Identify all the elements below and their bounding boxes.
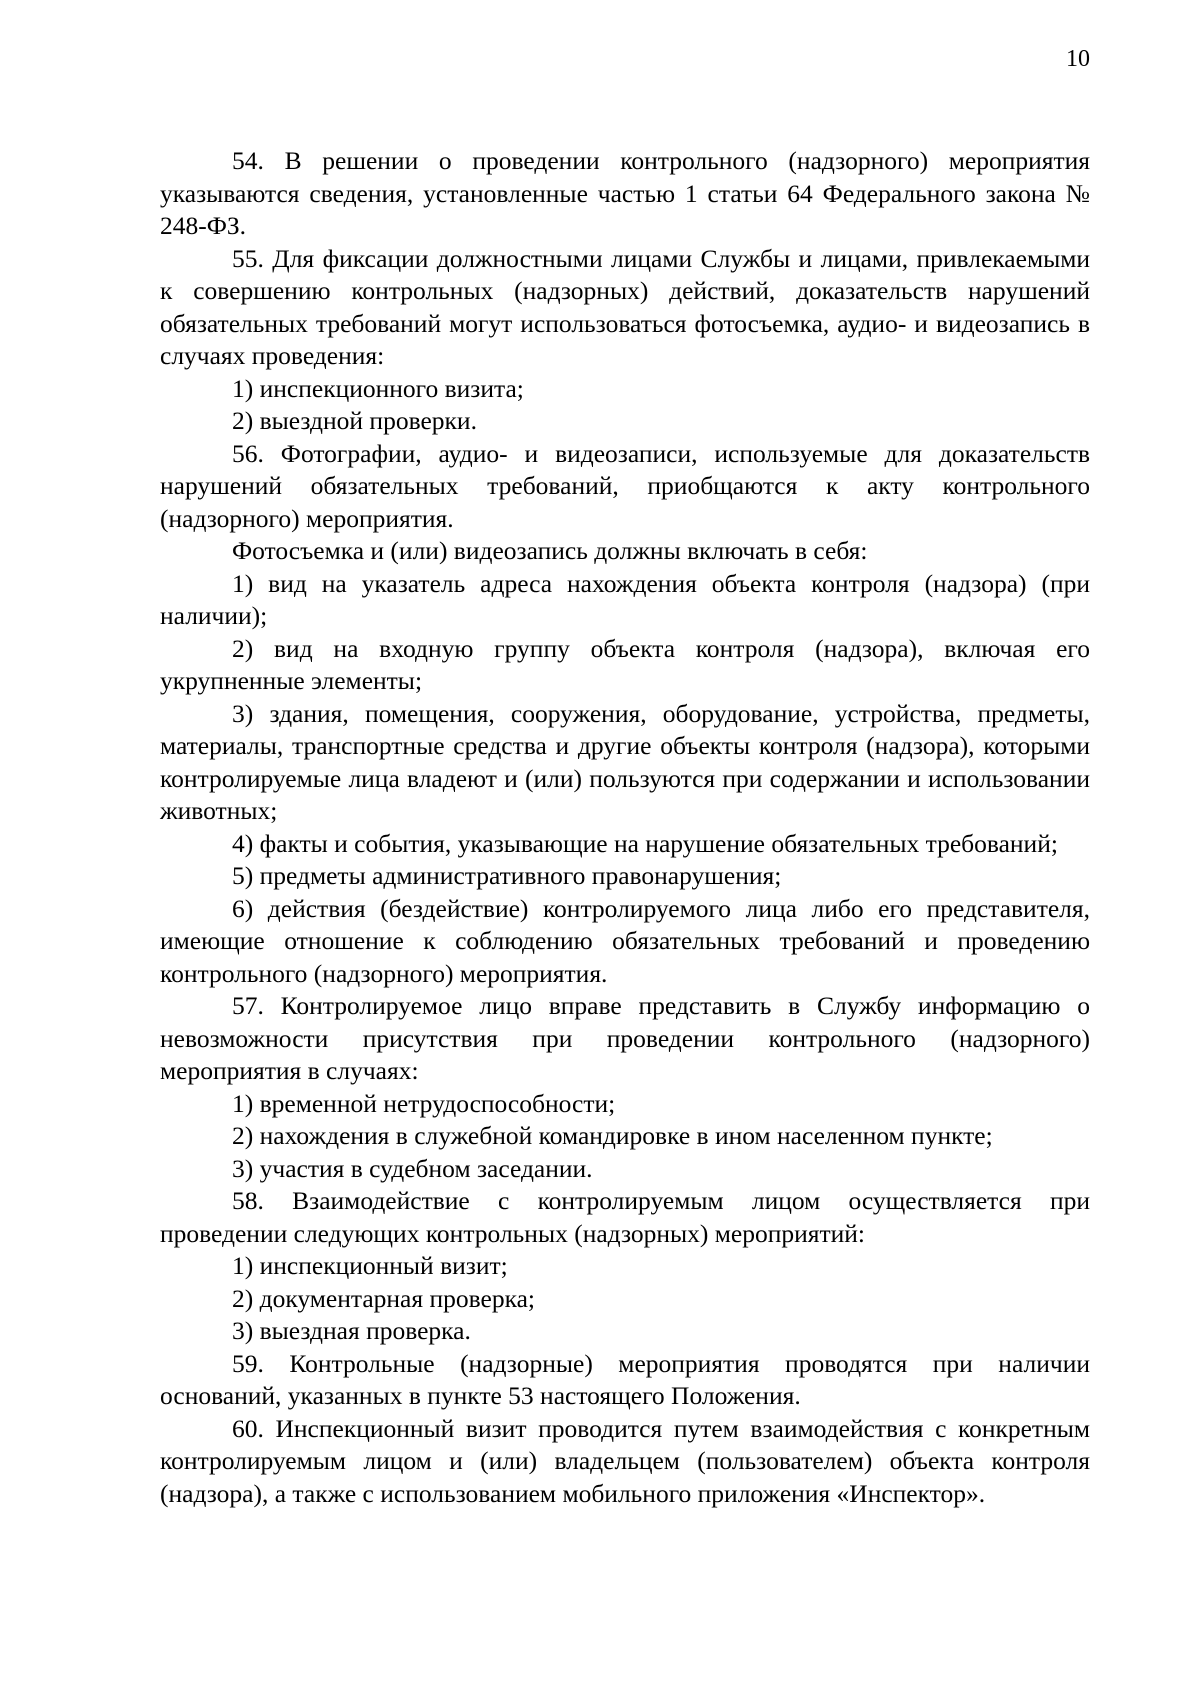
paragraph: Фотосъемка и (или) видеозапись должны включать в себя:	[232, 536, 868, 565]
list-item: 3) участия в судебном заседании.	[232, 1153, 593, 1183]
list-item: 5) предметы административного правонарушения;	[232, 861, 782, 890]
list-item: 2) вид на входную группу объекта контроля (надзора), включая его укрупненные элементы;	[160, 633, 1090, 695]
list-item: 6) действия (бездействие) контролируемого лица либо его представителя, имеющие отношение к соблюдению обязательных требований и проведению контрольного (надзорного) мероприятия.	[160, 893, 1090, 988]
list-item: 1) временной нетрудоспособности;	[232, 1088, 616, 1118]
document-body	[160, 145, 1090, 1510]
list-item: 3) здания, помещения, сооружения, оборудование, устройства, предметы, материалы, транспортные средства и другие объекты контроля (надзора), которыми контролируемые лица владеют и (или) пользуются при содержании и использовании животных;	[160, 698, 1090, 825]
list-item: 1) инспекционного визита;	[232, 373, 524, 403]
paragraph-59: 59. Контрольные (надзорные) мероприятия проводятся при наличии оснований, указанных в пункте 53 настоящего Положения.	[160, 1348, 1090, 1410]
paragraph-58: 58. Взаимодействие с контролируемым лицом осуществляется при проведении следующих контрольных (надзорных) мероприятий:	[160, 1186, 1090, 1248]
page-number: 10	[1066, 46, 1090, 72]
list-item: 2) нахождения в служебной командировке в ином населенном пункте;	[232, 1121, 993, 1150]
list-item: 1) инспекционный визит;	[232, 1251, 508, 1280]
list-item: 3) выездная проверка.	[232, 1316, 471, 1345]
list-item: 2) выездной проверки.	[232, 406, 477, 435]
list-item: 1) вид на указатель адреса нахождения объекта контроля (надзора) (при наличии);	[160, 568, 1090, 630]
paragraph-55: 55. Для фиксации должностными лицами Службы и лицами, привлекаемыми к совершению контрольных (надзорных) действий, доказательств нарушений обязательных требований могут использоваться фотосъемка, аудио- и видеозапись в случаях проведения:	[160, 243, 1090, 370]
paragraph-57: 57. Контролируемое лицо вправе представить в Службу информацию о невозможности присутствия при проведении контрольного (надзорного) мероприятия в случаях:	[160, 991, 1090, 1085]
paragraph-54: 54. В решении о проведении контрольного (надзорного) мероприятия указываются сведения, установленные частью 1 статьи 64 Федерального закона № 248-ФЗ.	[160, 146, 1090, 240]
list-item: 4) факты и события, указывающие на нарушение обязательных требований;	[232, 828, 1058, 858]
paragraph-60: 60. Инспекционный визит проводится путем взаимодействия с конкретным контролируемым лицом и (или) владельцем (пользователем) объекта контроля (надзора), а также с использованием мобильного приложения «Инспектор».	[160, 1413, 1090, 1508]
list-item: 2) документарная проверка;	[232, 1283, 535, 1313]
paragraph-56: 56. Фотографии, аудио- и видеозаписи, используемые для доказательств нарушений обязательных требований, приобщаются к акту контрольного (надзорного) мероприятия.	[160, 438, 1090, 533]
